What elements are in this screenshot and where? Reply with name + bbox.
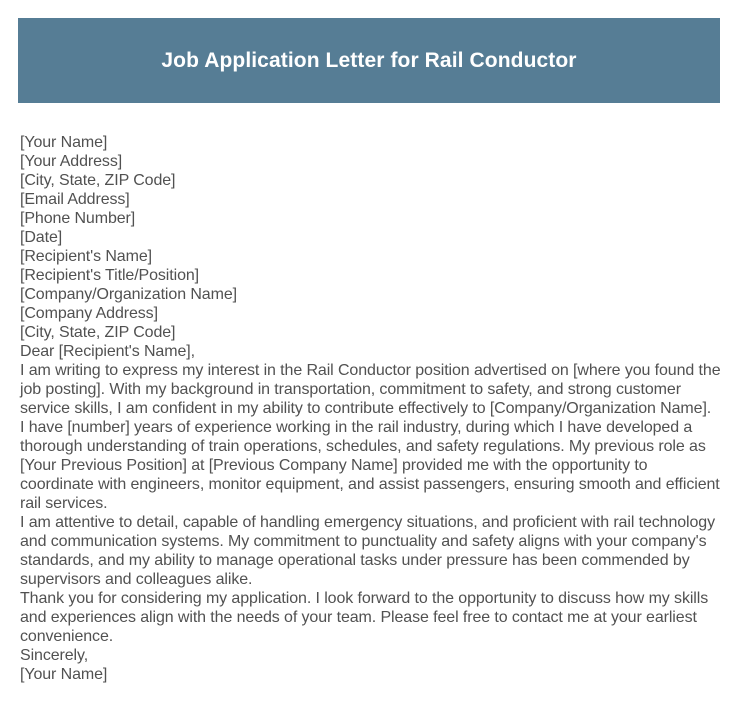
signature-line: [Your Name] bbox=[20, 666, 108, 683]
page-header bbox=[18, 18, 720, 103]
recipient-city-line: [City, State, ZIP Code] bbox=[20, 324, 176, 341]
sender-city-line: [City, State, ZIP Code] bbox=[20, 172, 176, 189]
sender-address-line: [Your Address] bbox=[20, 153, 123, 170]
recipient-name-line: [Recipient's Name] bbox=[20, 248, 152, 265]
salutation-line: Dear [Recipient's Name], bbox=[20, 343, 195, 360]
recipient-company-address-line: [Company Address] bbox=[20, 305, 158, 322]
closing-line: Sincerely, bbox=[20, 647, 89, 664]
body-paragraph-3: I am attentive to detail, capable of handling emergency situations, and proficient with rail technology and communication systems. My commitment to punctuality and safety aligns with your company's standards, and my ability to manage operational tasks under pressure has been commended by supervisors and colleagues alike. bbox=[20, 514, 716, 588]
recipient-title-line: [Recipient's Title/Position] bbox=[20, 267, 200, 284]
body-paragraph-2: I have [number] years of experience working in the rail industry, during which I have developed a thorough understanding of train operations, schedules, and safety regulations. My previous role as [Your Previous Position] at [Previous Company Name] provided me with the opportunity to coordinate with engineers, monitor equipment, and assist passengers, ensuring smooth and efficient rail services. bbox=[20, 419, 720, 512]
sender-name-line: [Your Name] bbox=[20, 134, 108, 151]
letter-body bbox=[20, 133, 721, 684]
sender-phone-line: [Phone Number] bbox=[20, 210, 136, 227]
body-paragraph-4: Thank you for considering my application. I look forward to the opportunity to discuss how my skills and experiences align with the needs of your team. Please feel free to contact me at your earliest convenience. bbox=[20, 590, 709, 645]
recipient-company-line: [Company/Organization Name] bbox=[20, 286, 237, 303]
page-title: Job Application Letter for Rail Conductor bbox=[161, 48, 577, 72]
sender-email-line: [Email Address] bbox=[20, 191, 130, 208]
body-paragraph-1: I am writing to express my interest in the Rail Conductor position advertised on [where you found the job posting]. With my background in transportation, commitment to safety, and strong customer service skills, I am confident in my ability to contribute effectively to [Company/Organization Name]. bbox=[20, 362, 721, 417]
date-line: [Date] bbox=[20, 229, 63, 246]
